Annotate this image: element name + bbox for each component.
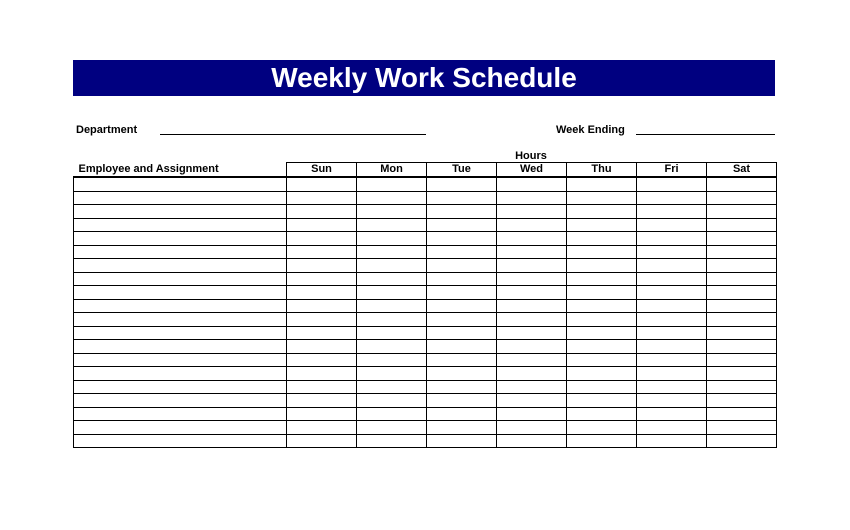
hours-cell-fri[interactable]	[637, 367, 707, 381]
hours-cell-sat[interactable]	[707, 407, 777, 421]
table-row	[74, 340, 777, 354]
hours-cell-mon[interactable]	[357, 218, 427, 232]
employee-cell[interactable]	[74, 259, 287, 273]
day-header-mon: Mon	[357, 163, 427, 178]
hours-cell-thu[interactable]	[567, 191, 637, 205]
hours-cell-sun[interactable]	[287, 245, 357, 259]
hours-cell-thu[interactable]	[567, 205, 637, 219]
hours-cell-sun[interactable]	[287, 421, 357, 435]
hours-cell-mon[interactable]	[357, 340, 427, 354]
table-row	[74, 191, 777, 205]
hours-cell-tue[interactable]	[427, 394, 497, 408]
hours-cell-tue[interactable]	[427, 218, 497, 232]
hours-cell-tue[interactable]	[427, 353, 497, 367]
table-row	[74, 272, 777, 286]
table-row	[74, 245, 777, 259]
hours-cell-tue[interactable]	[427, 259, 497, 273]
hours-cell-sun[interactable]	[287, 313, 357, 327]
day-header-tue: Tue	[427, 163, 497, 178]
hours-cell-wed[interactable]	[497, 326, 567, 340]
employee-cell[interactable]	[74, 286, 287, 300]
hours-cell-wed[interactable]	[497, 259, 567, 273]
table-row	[74, 299, 777, 313]
hours-cell-fri[interactable]	[637, 313, 707, 327]
hours-cell-tue[interactable]	[427, 434, 497, 448]
hours-cell-sat[interactable]	[707, 340, 777, 354]
employee-cell[interactable]	[74, 245, 287, 259]
hours-cell-mon[interactable]	[357, 394, 427, 408]
hours-cell-sat[interactable]	[707, 205, 777, 219]
employee-cell[interactable]	[74, 326, 287, 340]
hours-cell-sun[interactable]	[287, 232, 357, 246]
hours-cell-wed[interactable]	[497, 286, 567, 300]
hours-cell-fri[interactable]	[637, 232, 707, 246]
hours-cell-mon[interactable]	[357, 326, 427, 340]
table-row	[74, 177, 777, 191]
hours-cell-sun[interactable]	[287, 394, 357, 408]
hours-cell-sun[interactable]	[287, 205, 357, 219]
employee-cell[interactable]	[74, 272, 287, 286]
hours-cell-tue[interactable]	[427, 177, 497, 191]
hours-cell-thu[interactable]	[567, 286, 637, 300]
hours-cell-sun[interactable]	[287, 286, 357, 300]
hours-cell-wed[interactable]	[497, 299, 567, 313]
hours-cell-fri[interactable]	[637, 340, 707, 354]
employee-cell[interactable]	[74, 340, 287, 354]
hours-cell-thu[interactable]	[567, 340, 637, 354]
hours-cell-wed[interactable]	[497, 232, 567, 246]
hours-cell-tue[interactable]	[427, 232, 497, 246]
hours-cell-thu[interactable]	[567, 421, 637, 435]
hours-cell-mon[interactable]	[357, 353, 427, 367]
hours-cell-sun[interactable]	[287, 218, 357, 232]
hours-cell-sun[interactable]	[287, 367, 357, 381]
hours-cell-wed[interactable]	[497, 177, 567, 191]
hours-cell-thu[interactable]	[567, 326, 637, 340]
hours-cell-wed[interactable]	[497, 340, 567, 354]
hours-cell-mon[interactable]	[357, 232, 427, 246]
hours-cell-mon[interactable]	[357, 380, 427, 394]
hours-cell-fri[interactable]	[637, 326, 707, 340]
day-header-thu: Thu	[567, 163, 637, 178]
hours-cell-thu[interactable]	[567, 434, 637, 448]
employee-cell[interactable]	[74, 232, 287, 246]
hours-cell-wed[interactable]	[497, 394, 567, 408]
hours-cell-wed[interactable]	[497, 367, 567, 381]
hours-cell-sun[interactable]	[287, 407, 357, 421]
employee-cell[interactable]	[74, 205, 287, 219]
hours-cell-tue[interactable]	[427, 407, 497, 421]
table-row	[74, 286, 777, 300]
hours-cell-fri[interactable]	[637, 286, 707, 300]
hours-cell-mon[interactable]	[357, 259, 427, 273]
employee-header: Employee and Assignment	[74, 163, 287, 178]
hours-cell-mon[interactable]	[357, 434, 427, 448]
hours-cell-sat[interactable]	[707, 232, 777, 246]
hours-cell-sat[interactable]	[707, 259, 777, 273]
hours-cell-fri[interactable]	[637, 299, 707, 313]
hours-cell-thu[interactable]	[567, 245, 637, 259]
hours-cell-thu[interactable]	[567, 367, 637, 381]
hours-cell-sat[interactable]	[707, 245, 777, 259]
hours-cell-tue[interactable]	[427, 299, 497, 313]
hours-cell-fri[interactable]	[637, 353, 707, 367]
hours-cell-mon[interactable]	[357, 191, 427, 205]
hours-cell-tue[interactable]	[427, 272, 497, 286]
hours-header: Hours	[515, 150, 547, 162]
hours-cell-fri[interactable]	[637, 259, 707, 273]
week-ending-label: Week Ending	[556, 124, 625, 136]
hours-cell-wed[interactable]	[497, 313, 567, 327]
employee-cell[interactable]	[74, 353, 287, 367]
hours-cell-thu[interactable]	[567, 380, 637, 394]
hours-cell-wed[interactable]	[497, 205, 567, 219]
employee-cell[interactable]	[74, 380, 287, 394]
employee-cell[interactable]	[74, 299, 287, 313]
hours-cell-sat[interactable]	[707, 367, 777, 381]
employee-cell[interactable]	[74, 177, 287, 191]
hours-cell-thu[interactable]	[567, 259, 637, 273]
schedule-body	[74, 177, 777, 448]
department-label: Department	[76, 124, 138, 136]
table-row	[74, 421, 777, 435]
hours-cell-thu[interactable]	[567, 407, 637, 421]
schedule-table	[73, 162, 777, 448]
hours-cell-wed[interactable]	[497, 353, 567, 367]
employee-cell[interactable]	[74, 218, 287, 232]
employee-cell[interactable]	[74, 434, 287, 448]
hours-cell-mon[interactable]	[357, 407, 427, 421]
hours-cell-tue[interactable]	[427, 367, 497, 381]
hours-cell-mon[interactable]	[357, 421, 427, 435]
hours-cell-tue[interactable]	[427, 313, 497, 327]
hours-cell-wed[interactable]	[497, 218, 567, 232]
hours-cell-mon[interactable]	[357, 367, 427, 381]
hours-cell-mon[interactable]	[357, 245, 427, 259]
hours-cell-wed[interactable]	[497, 191, 567, 205]
table-row	[74, 353, 777, 367]
hours-cell-fri[interactable]	[637, 421, 707, 435]
hours-cell-tue[interactable]	[427, 340, 497, 354]
table-row	[74, 218, 777, 232]
employee-cell[interactable]	[74, 407, 287, 421]
hours-cell-tue[interactable]	[427, 191, 497, 205]
table-row	[74, 313, 777, 327]
hours-cell-wed[interactable]	[497, 421, 567, 435]
employee-cell[interactable]	[74, 367, 287, 381]
hours-cell-tue[interactable]	[427, 245, 497, 259]
hours-cell-fri[interactable]	[637, 272, 707, 286]
hours-cell-mon[interactable]	[357, 177, 427, 191]
hours-cell-sat[interactable]	[707, 272, 777, 286]
hours-cell-fri[interactable]	[637, 245, 707, 259]
hours-cell-thu[interactable]	[567, 272, 637, 286]
hours-cell-fri[interactable]	[637, 394, 707, 408]
table-row	[74, 259, 777, 273]
hours-cell-sun[interactable]	[287, 191, 357, 205]
hours-cell-mon[interactable]	[357, 272, 427, 286]
page-title: Weekly Work Schedule	[73, 60, 775, 96]
hours-cell-mon[interactable]	[357, 286, 427, 300]
hours-cell-wed[interactable]	[497, 434, 567, 448]
hours-cell-sun[interactable]	[287, 326, 357, 340]
hours-cell-sat[interactable]	[707, 326, 777, 340]
hours-cell-fri[interactable]	[637, 191, 707, 205]
hours-cell-mon[interactable]	[357, 313, 427, 327]
day-header-wed: Wed	[497, 163, 567, 178]
hours-cell-fri[interactable]	[637, 177, 707, 191]
department-field[interactable]	[160, 134, 426, 135]
hours-cell-sun[interactable]	[287, 272, 357, 286]
employee-cell[interactable]	[74, 313, 287, 327]
hours-cell-thu[interactable]	[567, 177, 637, 191]
hours-cell-fri[interactable]	[637, 205, 707, 219]
table-row	[74, 380, 777, 394]
hours-cell-sun[interactable]	[287, 340, 357, 354]
hours-cell-wed[interactable]	[497, 407, 567, 421]
hours-cell-tue[interactable]	[427, 205, 497, 219]
employee-cell[interactable]	[74, 421, 287, 435]
hours-cell-thu[interactable]	[567, 299, 637, 313]
hours-cell-thu[interactable]	[567, 353, 637, 367]
employee-cell[interactable]	[74, 191, 287, 205]
table-row	[74, 434, 777, 448]
hours-cell-sun[interactable]	[287, 177, 357, 191]
hours-cell-tue[interactable]	[427, 286, 497, 300]
hours-cell-tue[interactable]	[427, 326, 497, 340]
table-row	[74, 205, 777, 219]
table-row	[74, 232, 777, 246]
hours-cell-sun[interactable]	[287, 380, 357, 394]
table-row	[74, 394, 777, 408]
hours-cell-sat[interactable]	[707, 286, 777, 300]
hours-cell-sat[interactable]	[707, 177, 777, 191]
hours-cell-thu[interactable]	[567, 313, 637, 327]
hours-cell-sat[interactable]	[707, 191, 777, 205]
day-header-fri: Fri	[637, 163, 707, 178]
hours-cell-wed[interactable]	[497, 272, 567, 286]
hours-cell-sat[interactable]	[707, 380, 777, 394]
hours-cell-thu[interactable]	[567, 218, 637, 232]
hours-cell-sat[interactable]	[707, 394, 777, 408]
day-header-sun: Sun	[287, 163, 357, 178]
hours-cell-tue[interactable]	[427, 421, 497, 435]
hours-cell-sat[interactable]	[707, 421, 777, 435]
week-ending-field[interactable]	[636, 134, 775, 135]
hours-cell-sun[interactable]	[287, 299, 357, 313]
hours-cell-sun[interactable]	[287, 353, 357, 367]
table-row	[74, 367, 777, 381]
hours-cell-mon[interactable]	[357, 299, 427, 313]
hours-cell-fri[interactable]	[637, 380, 707, 394]
hours-cell-fri[interactable]	[637, 218, 707, 232]
table-row	[74, 326, 777, 340]
hours-cell-sat[interactable]	[707, 313, 777, 327]
hours-cell-wed[interactable]	[497, 380, 567, 394]
hours-cell-fri[interactable]	[637, 407, 707, 421]
hours-cell-sat[interactable]	[707, 218, 777, 232]
hours-cell-sun[interactable]	[287, 259, 357, 273]
day-header-sat: Sat	[707, 163, 777, 178]
hours-cell-thu[interactable]	[567, 394, 637, 408]
hours-cell-tue[interactable]	[427, 380, 497, 394]
hours-cell-thu[interactable]	[567, 232, 637, 246]
table-row	[74, 407, 777, 421]
hours-cell-sat[interactable]	[707, 299, 777, 313]
hours-cell-wed[interactable]	[497, 245, 567, 259]
hours-cell-mon[interactable]	[357, 205, 427, 219]
hours-cell-sun[interactable]	[287, 434, 357, 448]
header-row	[74, 163, 777, 178]
hours-cell-sat[interactable]	[707, 434, 777, 448]
employee-cell[interactable]	[74, 394, 287, 408]
hours-cell-sat[interactable]	[707, 353, 777, 367]
hours-cell-fri[interactable]	[637, 434, 707, 448]
